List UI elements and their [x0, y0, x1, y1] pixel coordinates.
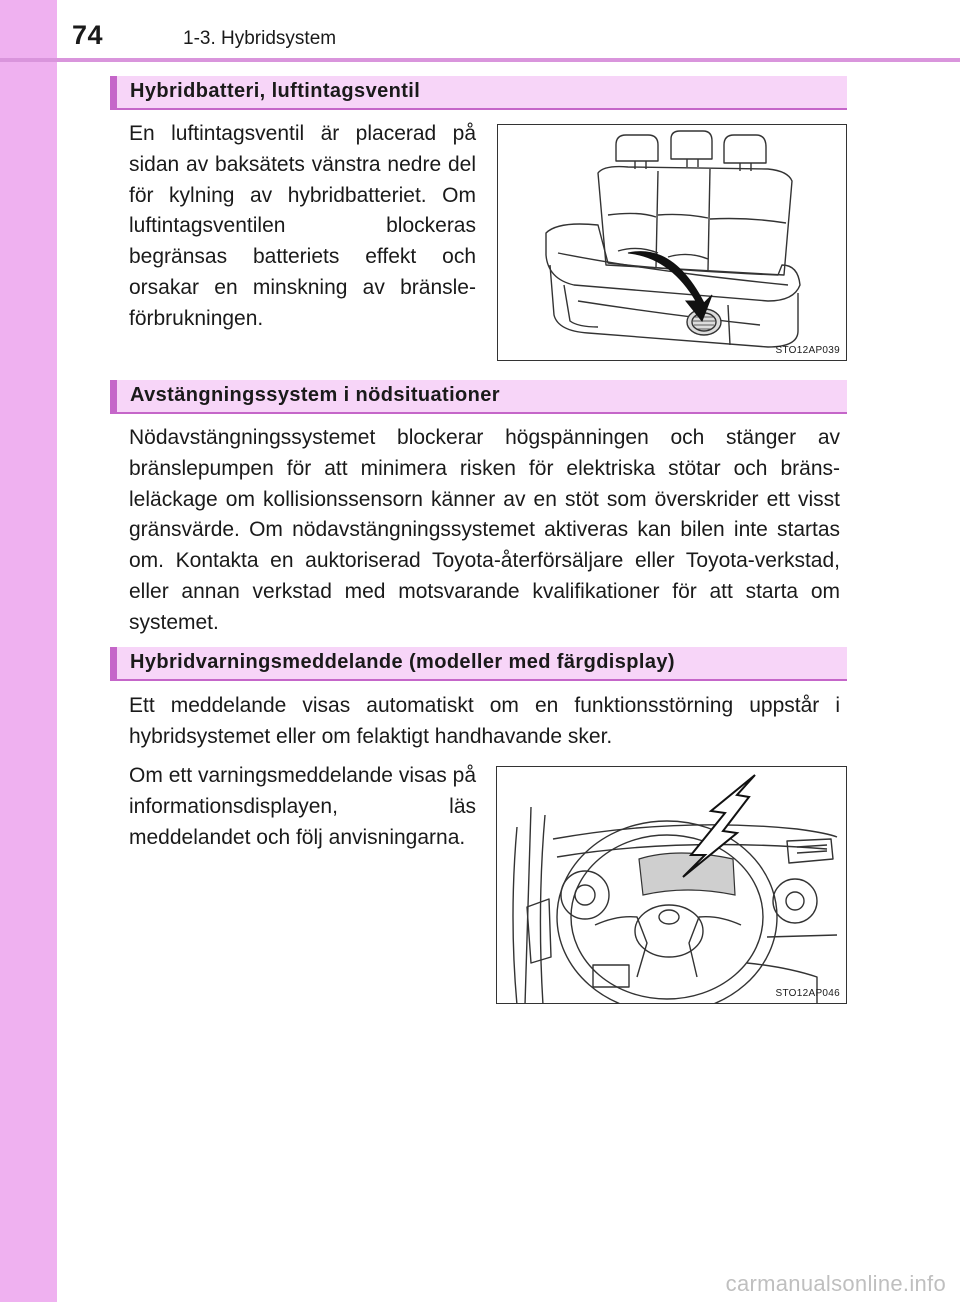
rear-seat-figure [497, 124, 847, 361]
paragraph-air-intake: En luftintagsventil är placerad på sidan av baksätets vänstra nedre del för kylning av hybridbatteriet. Om luftintagsventilen blockeras begränsas batteriets effekt och orsakar en minskning av bränsleförbrukningen. [129, 122, 476, 330]
section-heading-warning [110, 647, 847, 681]
page-number: 74 [72, 20, 104, 50]
rear-seat-illustration [498, 125, 847, 361]
figure-code: STO12AP039 [775, 345, 840, 356]
section-heading-battery [110, 76, 847, 110]
sidebar-tab [0, 0, 57, 1302]
paragraph-warning-auto: Ett meddelande visas automatiskt om en funktionsstörning uppstår i hybridsystemet eller om felaktigt handhavande sker. [129, 694, 840, 748]
section-heading-label: Hybridvarningsmeddelande (modeller med färgdisplay) [130, 651, 675, 673]
section-heading-label: Hybridbatteri, luftintagsventil [130, 80, 421, 102]
header-rule [0, 58, 960, 62]
figure-code: STO12AP046 [775, 988, 840, 999]
paragraph-emergency: Nödavstängningssystemet blockerar högspänningen och stänger av bränslepumpen för att minimera risken för elektriska stötar och bränsleläckage om kollisionssensorn känner av en stöt som överskrider ett visst gränsvärde. Om nödavstängningssystemet aktiveras kan bilen inte startas om. Kontakta en auktoriserad Toyota-återförsäljare eller Toyota-verkstad, eller annan verkstad med motsvarande kvalifikationer för att starta om systemet. [129, 426, 840, 634]
paragraph-warning-read: Om ett varningsmeddelande visas på informationsdisplayen, läs meddelandet och följ anvisningarna. [129, 764, 476, 849]
dashboard-figure [496, 766, 847, 1004]
chapter-title: 1-3. Hybridsystem [183, 28, 337, 49]
section-heading-label: Avstängningssystem i nödsituationer [130, 384, 500, 406]
watermark: carmanualsonline.info [725, 1271, 946, 1296]
dashboard-illustration [497, 767, 847, 1004]
section-heading-emergency [110, 380, 847, 414]
